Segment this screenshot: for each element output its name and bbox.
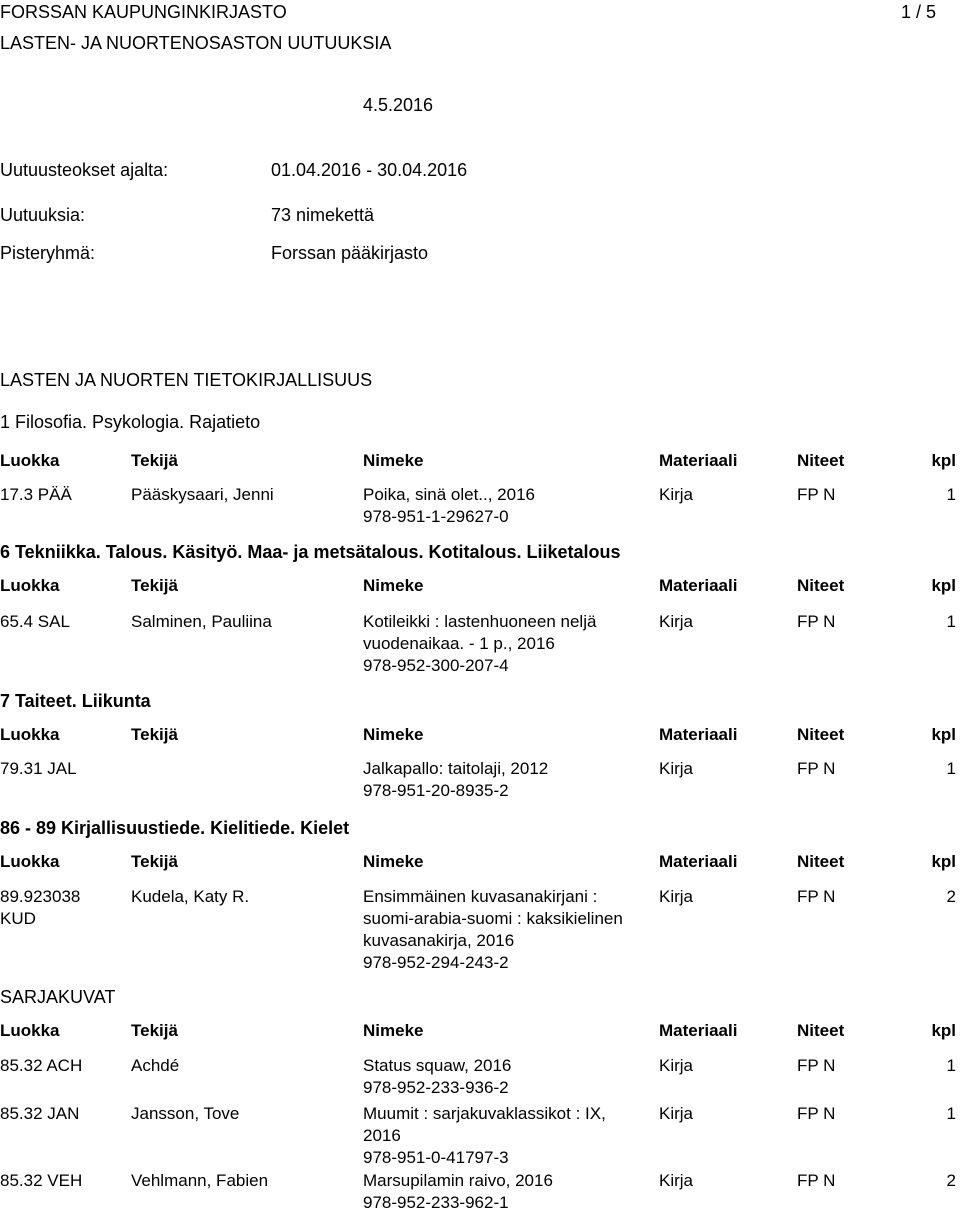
column-header-row xyxy=(0,851,960,873)
row-tekija: Salminen, Pauliina xyxy=(131,612,272,631)
department-title: LASTEN- JA NUORTENOSASTON UUTUUKSIA xyxy=(0,33,392,53)
row-nimeke: Marsupilamin raivo, 2016 978-952-233-962-1 xyxy=(363,1171,553,1212)
row-tekija: Achdé xyxy=(131,1056,180,1075)
col-niteet: Niteet xyxy=(797,725,845,744)
col-nimeke: Nimeke xyxy=(363,451,424,470)
count-label: Uutuuksia: xyxy=(0,205,86,225)
col-luokka: Luokka xyxy=(0,1021,60,1040)
row-luokka: 85.32 ACH xyxy=(0,1056,83,1075)
col-tekija: Tekijä xyxy=(131,576,178,595)
row-materiaali: Kirja xyxy=(659,1104,694,1123)
row-materiaali: Kirja xyxy=(659,612,694,631)
row-kpl: 1 xyxy=(946,485,956,504)
report-date: 4.5.2016 xyxy=(363,95,434,115)
group-value: Forssan pääkirjasto xyxy=(271,243,429,263)
row-niteet: FP N xyxy=(797,887,836,906)
col-niteet: Niteet xyxy=(797,451,845,470)
row-luokka: 89.923038 KUD xyxy=(0,887,81,928)
row-luokka: 17.3 PÄÄ xyxy=(0,485,72,504)
row-nimeke: Ensimmäinen kuvasanakirjani : suomi-arabia-suomi : kaksikielinen kuvasanakirja, 2016 978-952-294-243-2 xyxy=(363,887,623,972)
row-kpl: 1 xyxy=(946,759,956,778)
col-luokka: Luokka xyxy=(0,451,60,470)
col-luokka: Luokka xyxy=(0,852,60,871)
row-materiaali: Kirja xyxy=(659,1056,694,1075)
col-luokka: Luokka xyxy=(0,725,60,744)
row-niteet: FP N xyxy=(797,759,836,778)
row-niteet: FP N xyxy=(797,1104,836,1123)
col-tekija: Tekijä xyxy=(131,852,178,871)
column-header-row xyxy=(0,1020,960,1042)
group-label: Pisteryhmä: xyxy=(0,243,96,263)
row-nimeke: Kotileikki : lastenhuoneen neljä vuodenaikaa. - 1 p., 2016 978-952-300-207-4 xyxy=(363,612,597,675)
period-value: 01.04.2016 - 30.04.2016 xyxy=(271,160,468,180)
col-materiaali: Materiaali xyxy=(659,451,738,470)
row-niteet: FP N xyxy=(797,1171,836,1190)
col-nimeke: Nimeke xyxy=(363,1021,424,1040)
main-heading: LASTEN JA NUORTEN TIETOKIRJALLISUUS xyxy=(0,370,373,390)
column-header-row xyxy=(0,724,960,746)
section-heading: 6 Tekniikka. Talous. Käsityö. Maa- ja metsätalous. Kotitalous. Liiketalous xyxy=(0,542,621,562)
col-niteet: Niteet xyxy=(797,1021,845,1040)
col-materiaali: Materiaali xyxy=(659,852,738,871)
row-nimeke: Poika, sinä olet.., 2016 978-951-1-29627-0 xyxy=(363,485,536,526)
row-nimeke: Muumit : sarjakuvaklassikot : IX, 2016 978-951-0-41797-3 xyxy=(363,1104,606,1167)
column-header-row xyxy=(0,575,960,597)
col-nimeke: Nimeke xyxy=(363,576,424,595)
row-luokka: 85.32 VEH xyxy=(0,1171,83,1190)
row-nimeke: Status squaw, 2016 978-952-233-936-2 xyxy=(363,1056,512,1097)
col-nimeke: Nimeke xyxy=(363,725,424,744)
col-tekija: Tekijä xyxy=(131,451,178,470)
row-luokka: 65.4 SAL xyxy=(0,612,70,631)
row-materiaali: Kirja xyxy=(659,759,694,778)
section-heading: 86 - 89 Kirjallisuustiede. Kielitiede. Kielet xyxy=(0,818,350,838)
row-tekija: Pääskysaari, Jenni xyxy=(131,485,274,504)
row-luokka: 85.32 JAN xyxy=(0,1104,80,1123)
col-niteet: Niteet xyxy=(797,852,845,871)
section-heading: 1 Filosofia. Psykologia. Rajatieto xyxy=(0,412,261,432)
row-niteet: FP N xyxy=(797,485,836,504)
row-kpl: 1 xyxy=(946,612,956,631)
row-nimeke: Jalkapallo: taitolaji, 2012 978-951-20-8935-2 xyxy=(363,759,549,800)
col-materiaali: Materiaali xyxy=(659,725,738,744)
row-tekija: Kudela, Katy R. xyxy=(131,887,250,906)
col-nimeke: Nimeke xyxy=(363,852,424,871)
period-label: Uutuusteokset ajalta: xyxy=(0,160,169,180)
section-heading: 7 Taiteet. Liikunta xyxy=(0,691,151,711)
count-value: 73 nimekettä xyxy=(271,205,375,225)
row-kpl: 1 xyxy=(946,1056,956,1075)
row-tekija: Vehlmann, Fabien xyxy=(131,1171,269,1190)
section-heading: SARJAKUVAT xyxy=(0,987,116,1007)
col-kpl: kpl xyxy=(931,451,956,470)
row-luokka: 79.31 JAL xyxy=(0,759,77,778)
col-kpl: kpl xyxy=(931,1021,956,1040)
row-niteet: FP N xyxy=(797,612,836,631)
row-niteet: FP N xyxy=(797,1056,836,1075)
row-materiaali: Kirja xyxy=(659,887,694,906)
row-tekija: Jansson, Tove xyxy=(131,1104,240,1123)
row-kpl: 1 xyxy=(946,1104,956,1123)
col-tekija: Tekijä xyxy=(131,725,178,744)
page-number: 1 / 5 xyxy=(900,2,936,22)
row-kpl: 2 xyxy=(946,887,956,906)
column-header-row xyxy=(0,450,960,472)
row-kpl: 2 xyxy=(946,1171,956,1190)
row-materiaali: Kirja xyxy=(659,485,694,504)
library-name: FORSSAN KAUPUNGINKIRJASTO xyxy=(0,2,287,22)
col-kpl: kpl xyxy=(931,852,956,871)
col-luokka: Luokka xyxy=(0,576,60,595)
col-niteet: Niteet xyxy=(797,576,845,595)
col-materiaali: Materiaali xyxy=(659,1021,738,1040)
col-materiaali: Materiaali xyxy=(659,576,738,595)
col-tekija: Tekijä xyxy=(131,1021,178,1040)
row-materiaali: Kirja xyxy=(659,1171,694,1190)
col-kpl: kpl xyxy=(931,576,956,595)
col-kpl: kpl xyxy=(931,725,956,744)
